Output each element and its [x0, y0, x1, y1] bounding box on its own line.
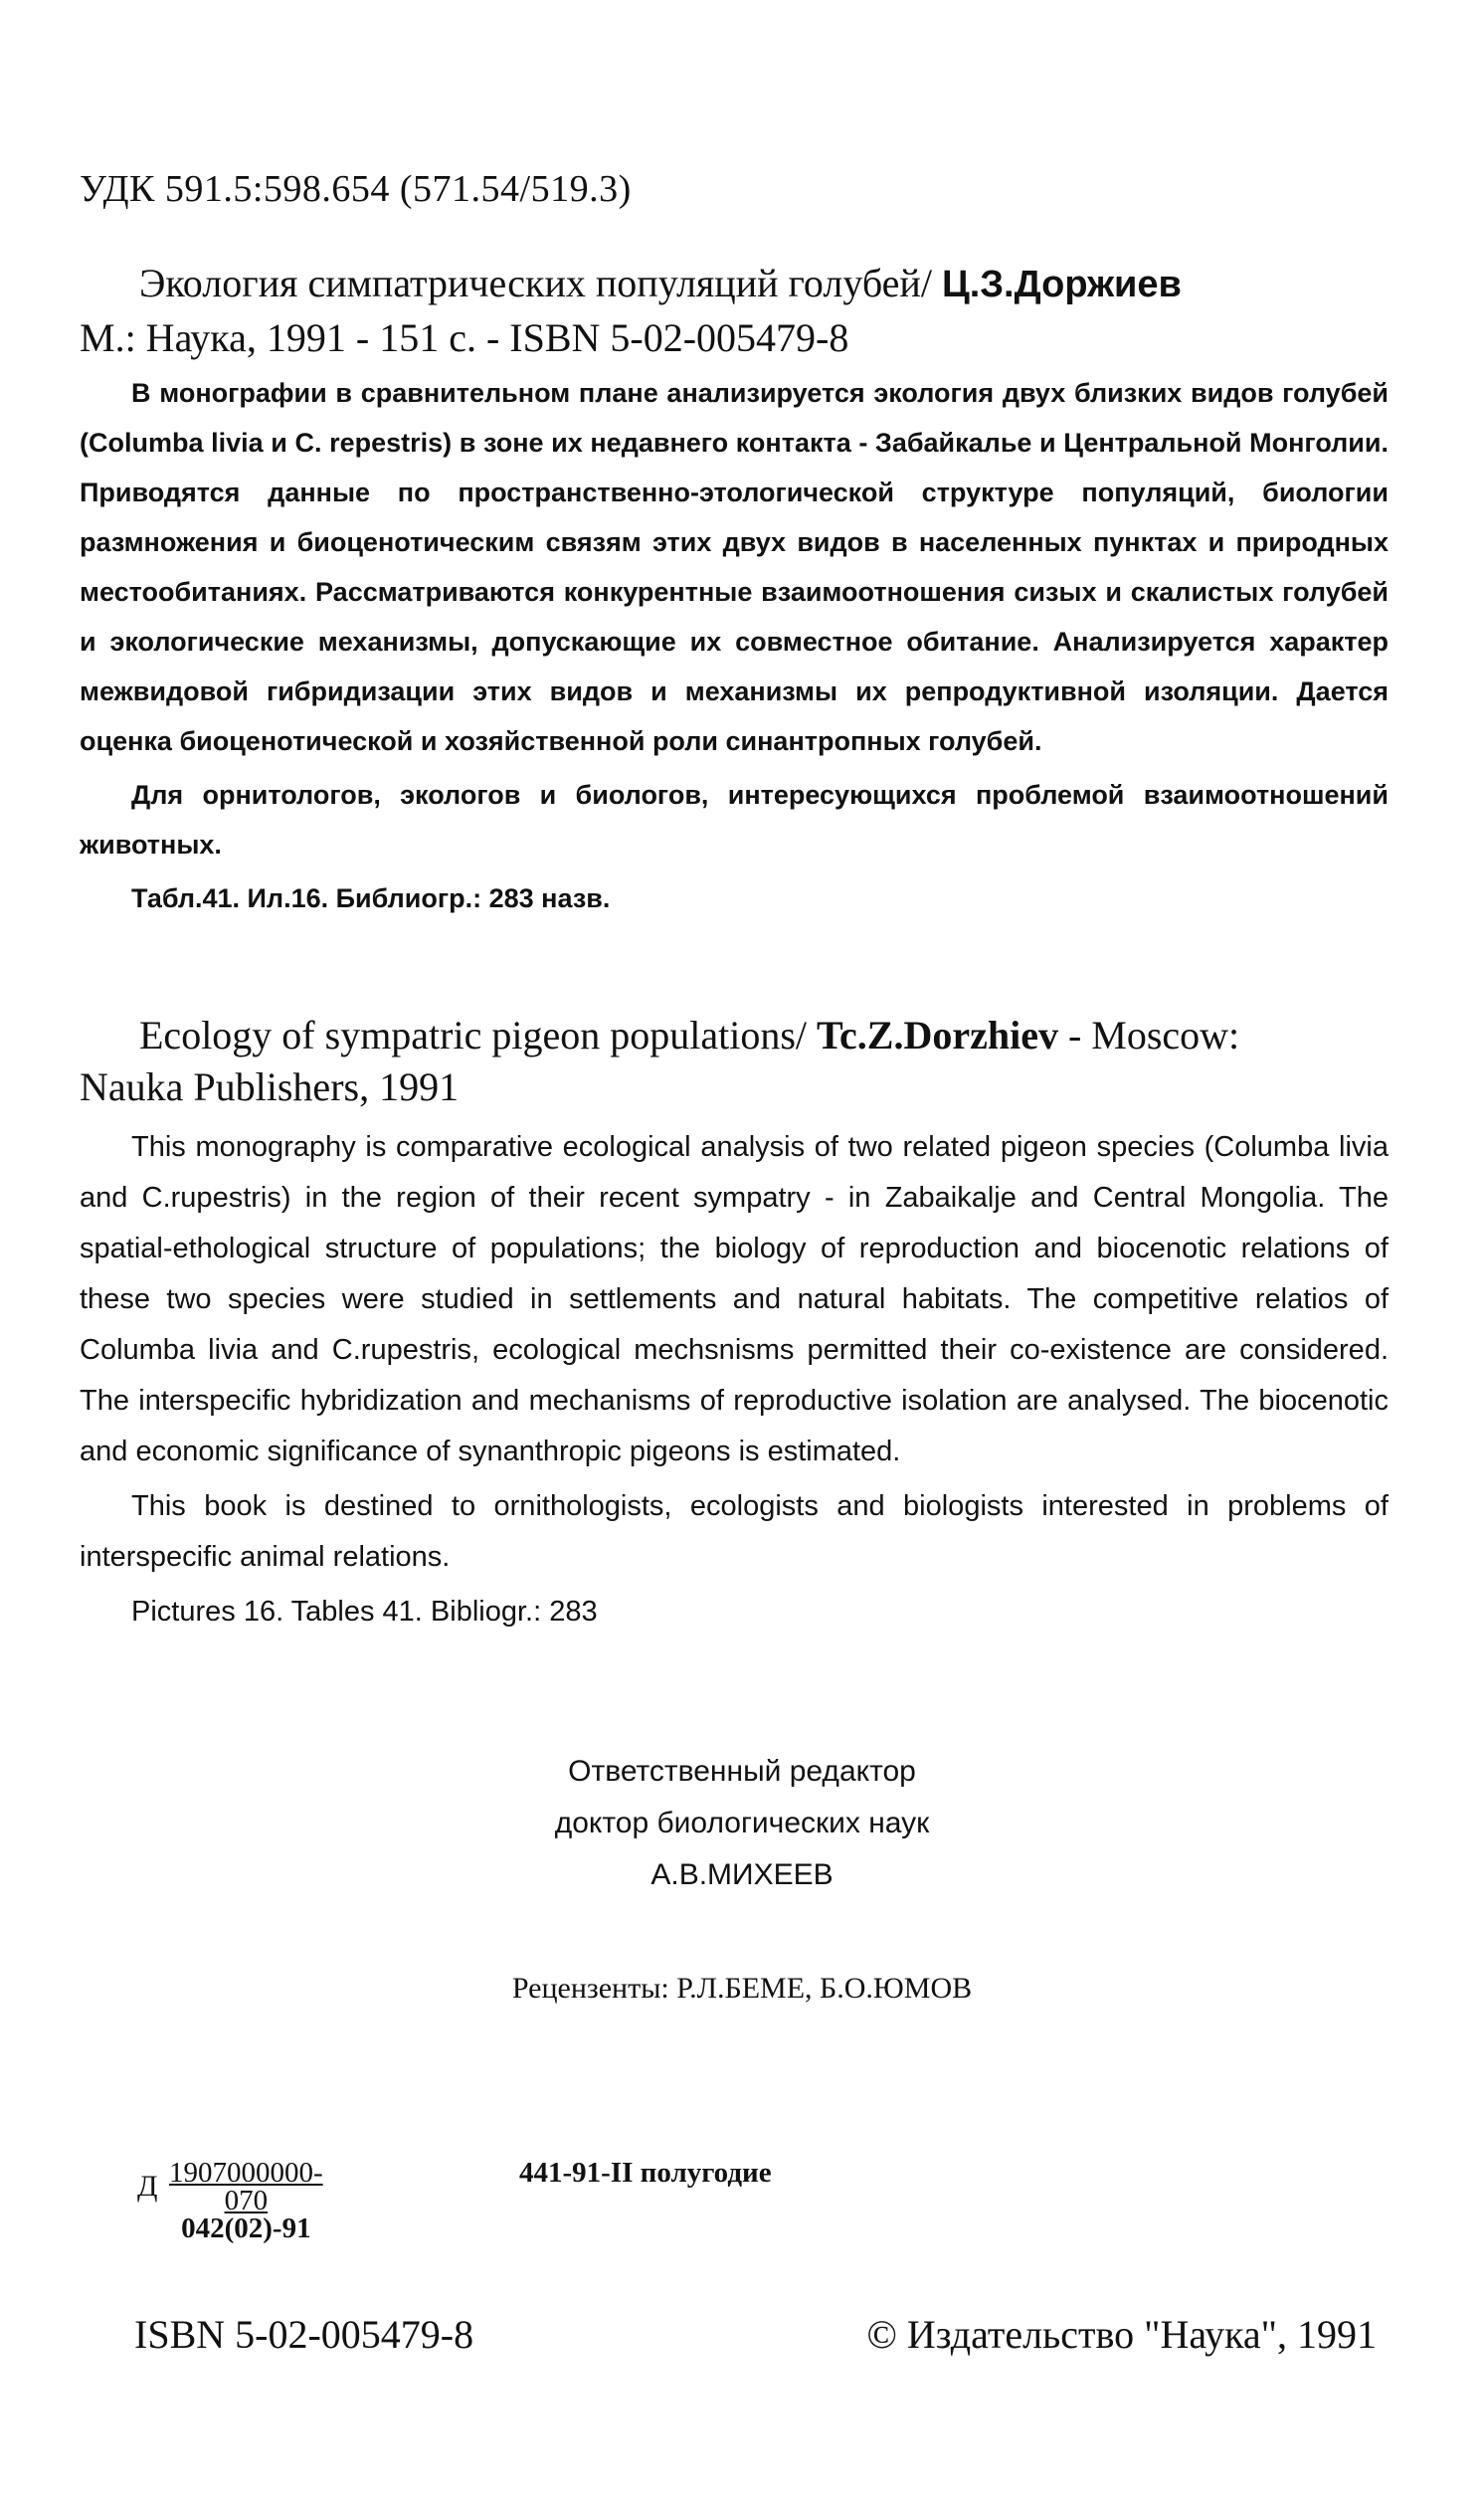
english-author: Tc.Z.Dorzhiev — [817, 1013, 1058, 1058]
russian-stats-paragraph: Табл.41. Ил.16. Библиогр.: 283 назв. — [131, 883, 611, 913]
english-abstract-paragraph: This monography is comparative ecological analysis of two related pigeon species (Columba livia and C.rupestris) in the region of their recent sympatry - in Zabaikalje and Central Mongolia. The spatial-ethological structure of populations; the biology of reproduction and biocenotic relations of these two species were studied in settlements and natural habitats. The competitive relatios of Columba livia and C.rupestris, ecological mechsnisms permitted their co-existence are considered. The interspecific hybridization and mechanisms of reproductive isolation are analysed. The biocenotic and economic significance of synanthropic pigeons is estimated. — [80, 1131, 1389, 1467]
publication-code-denominator: 042(02)-91 — [181, 2212, 311, 2244]
russian-audience-paragraph: Для орнитологов, экологов и биологов, интересующихся проблемой взаимоотношений животных. — [80, 780, 1389, 860]
publication-code-numerator: 1907000000-070 — [169, 2157, 323, 2216]
russian-citation — [80, 257, 1392, 365]
russian-publication: М.: Наука, 1991 - 151 с. - ISBN 5-02-005479-8 — [80, 315, 849, 360]
publication-code-letter: Д — [137, 2170, 158, 2203]
footer-copyright: © Издательство "Наука", 1991 — [866, 2312, 1377, 2357]
russian-author: Ц.З.Доржиев — [941, 264, 1182, 305]
editor-role: Ответственный редактор — [568, 1755, 916, 1788]
editor-block — [0, 1746, 1484, 1901]
reviewers: Рецензенты: Р.Л.БЕМЕ, Б.О.ЮМОВ — [511, 1972, 973, 2005]
english-title-line — [80, 1010, 1392, 1061]
russian-title-line — [80, 257, 1392, 311]
russian-abstract — [80, 368, 1389, 923]
english-abstract — [80, 1122, 1389, 1637]
english-title: Ecology of sympatric pigeon populations/ — [139, 1013, 807, 1058]
english-title-tail: - Moscow: — [1067, 1013, 1240, 1058]
english-publication: Nauka Publishers, 1991 — [80, 1064, 460, 1109]
english-stats-paragraph: Pictures 16. Tables 41. Bibliogr.: 283 — [131, 1596, 598, 1628]
publication-code-rest: 441-91-II полугодие — [519, 2157, 772, 2189]
russian-title: Экология симпатрических популяций голубей/ — [139, 261, 932, 305]
editor-name: А.В.МИХЕЕВ — [650, 1858, 834, 1891]
footer-isbn: ISBN 5-02-005479-8 — [134, 2312, 474, 2357]
udk-code: УДК 591.5:598.654 (571.54/519.3) — [80, 168, 632, 210]
editor-degree: доктор биологических наук — [554, 1807, 930, 1839]
english-citation — [80, 1010, 1392, 1113]
publication-code-fraction — [169, 2159, 323, 2242]
russian-abstract-paragraph: В монографии в сравнительном плане анализируется экология двух близких видов голубей (Columba livia и C. repestris) в зоне их недавнего контакта - Забайкалье и Центральной Монголии. Приводятся данные по пространственно-этологической структуре популяций, биологии размножения и биоценотическим связям этих двух видов в населенных пунктах и природных местообитаниях. Рассматриваются конкурентные взаимоотношения сизых и скалистых голубей и экологические механизмы, допускающие их совместное обитание. Анализируется характер межвидовой гибридизации этих видов и механизмы их репродуктивной изоляции. Дается оценка биоценотической и хозяйственной роли синантропных голубей. — [80, 378, 1389, 756]
english-audience-paragraph: This book is destined to ornithologists, ecologists and biologists interested in problems of interspecific animal relations. — [80, 1490, 1389, 1573]
